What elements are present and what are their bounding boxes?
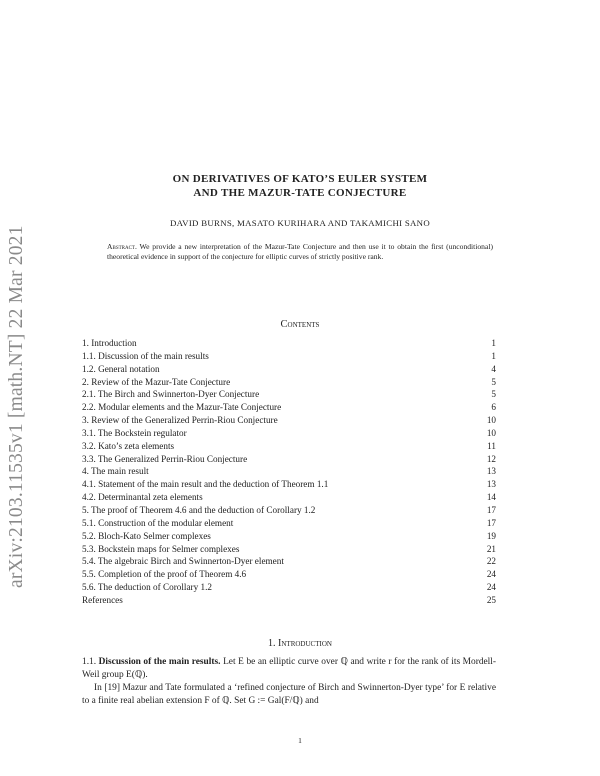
toc-entry[interactable] bbox=[82, 568, 496, 581]
section-heading: 1. Introduction bbox=[268, 638, 332, 649]
toc-entry-page: 13 bbox=[486, 466, 496, 477]
paragraph: In [19] Mazur and Tate formulated a ‘refined conjecture of Birch and Swinnerton-Dyer type’ for E relative to a finite real abelian extension F of ℚ. Set G := Gal(F/ℚ) and bbox=[82, 683, 496, 706]
toc-entry-page: 19 bbox=[486, 530, 496, 541]
arxiv-stamp bbox=[6, 168, 46, 588]
toc-entry[interactable] bbox=[82, 517, 496, 530]
toc-entry-page: 6 bbox=[491, 402, 496, 413]
toc-entry[interactable] bbox=[82, 555, 496, 568]
toc-entry[interactable] bbox=[82, 337, 496, 350]
toc-entry[interactable] bbox=[82, 478, 496, 491]
toc-entry-page: 17 bbox=[486, 504, 496, 515]
abstract bbox=[107, 242, 493, 263]
toc-entry-label: 5. The proof of Theorem 4.6 and the deduction of Corollary 1.2 bbox=[82, 504, 316, 515]
toc-entry[interactable] bbox=[82, 465, 496, 478]
toc-entry[interactable] bbox=[82, 543, 496, 556]
toc-entry-label: 3.3. The Generalized Perrin-Riou Conjecture bbox=[82, 453, 248, 464]
toc-entry-page: 13 bbox=[486, 479, 496, 490]
toc-entry-label: 3.2. Kato’s zeta elements bbox=[82, 440, 175, 451]
toc-entry-page: 22 bbox=[486, 556, 496, 567]
toc-entry-page: 5 bbox=[491, 389, 496, 400]
title-line-1: ON DERIVATIVES OF KATO’S EULER SYSTEM bbox=[172, 173, 428, 185]
toc-entry[interactable] bbox=[82, 401, 496, 414]
subsection-number: 1.1. bbox=[82, 657, 99, 667]
toc-entry-page: 11 bbox=[487, 440, 496, 451]
toc-entry[interactable] bbox=[82, 376, 496, 389]
toc-entry-page: 10 bbox=[486, 427, 496, 438]
toc-entry-label: 4.2. Determinantal zeta elements bbox=[82, 492, 203, 503]
toc-entry-page: 24 bbox=[486, 582, 496, 593]
toc-entry-label: 2.1. The Birch and Swinnerton-Dyer Conjecture bbox=[82, 389, 260, 400]
toc-entry[interactable] bbox=[82, 363, 496, 376]
arxiv-identifier: arXiv:2103.11535v1 [math.NT] 22 Mar 2021 bbox=[6, 225, 27, 588]
toc-entry-label: 4.1. Statement of the main result and the deduction of Theorem 1.1 bbox=[82, 479, 329, 490]
toc-entry[interactable] bbox=[82, 414, 496, 427]
toc-entry-page: 25 bbox=[486, 594, 496, 605]
toc-entry-label: 5.6. The deduction of Corollary 1.2 bbox=[82, 582, 212, 593]
toc-entry[interactable] bbox=[82, 350, 496, 363]
toc-entry-label: 1. Introduction bbox=[82, 338, 137, 348]
toc-entry-label: 1.1. Discussion of the main results bbox=[82, 350, 209, 361]
toc-entry-label: 5.5. Completion of the proof of Theorem 4.6 bbox=[82, 569, 247, 580]
toc-entry-label: 2.2. Modular elements and the Mazur-Tate Conjecture bbox=[82, 402, 282, 413]
toc-entry-label: 3. Review of the Generalized Perrin-Riou Conjecture bbox=[82, 415, 278, 426]
toc-entry-label: 5.2. Bloch-Kato Selmer complexes bbox=[82, 530, 211, 541]
table-of-contents bbox=[82, 337, 496, 607]
toc-entry[interactable] bbox=[82, 440, 496, 453]
toc-entry-page: 10 bbox=[486, 415, 496, 426]
contents-heading: Contents bbox=[280, 319, 320, 330]
toc-entry-page: 17 bbox=[486, 517, 496, 528]
toc-entry-page: 1 bbox=[491, 350, 496, 361]
toc-entry[interactable] bbox=[82, 491, 496, 504]
toc-entry-label: 2. Review of the Mazur-Tate Conjecture bbox=[82, 376, 231, 387]
toc-entry[interactable] bbox=[82, 388, 496, 401]
toc-entry-page: 12 bbox=[486, 453, 496, 464]
toc-entry-page: 5 bbox=[491, 376, 496, 387]
toc-entry[interactable] bbox=[82, 504, 496, 517]
toc-entry-label: 3.1. The Bockstein regulator bbox=[82, 427, 187, 438]
toc-entry[interactable] bbox=[82, 594, 496, 607]
toc-entry[interactable] bbox=[82, 427, 496, 440]
toc-entry-page: 21 bbox=[486, 543, 496, 554]
toc-entry-page: 1 bbox=[491, 338, 496, 348]
toc-entry-label: 1.2. General notation bbox=[82, 363, 160, 374]
toc-entry-label: References bbox=[82, 594, 123, 605]
toc-entry-page: 14 bbox=[486, 492, 496, 503]
authors: DAVID BURNS, MASATO KURIHARA AND TAKAMICHI SANO bbox=[170, 218, 430, 228]
toc-entry[interactable] bbox=[82, 453, 496, 466]
paragraph bbox=[82, 656, 496, 682]
toc-entry[interactable] bbox=[82, 581, 496, 594]
abstract-text: We provide a new interpretation of the Mazur-Tate Conjecture and then use it to obtain the first (unconditional) theoretical evidence in support of the conjecture for elliptic curves of strictly positive rank. bbox=[107, 242, 493, 262]
abstract-label: Abstract. bbox=[107, 242, 137, 251]
paper-title bbox=[0, 172, 600, 200]
title-line-2: AND THE MAZUR-TATE CONJECTURE bbox=[193, 187, 407, 199]
toc-entry[interactable] bbox=[82, 530, 496, 543]
toc-entry-label: 4. The main result bbox=[82, 466, 149, 477]
paragraph-text: Let E be an elliptic curve over ℚ and write r for the rank of its Mordell-Weil group E(ℚ). bbox=[82, 657, 497, 680]
toc-entry-label: 5.1. Construction of the modular element bbox=[82, 517, 234, 528]
toc-entry-label: 5.4. The algebraic Birch and Swinnerton-Dyer element bbox=[82, 556, 284, 567]
body-text bbox=[82, 656, 496, 708]
subsection-title: Discussion of the main results. bbox=[98, 657, 221, 667]
toc-entry-label: 5.3. Bockstein maps for Selmer complexes bbox=[82, 543, 240, 554]
toc-entry-page: 24 bbox=[486, 569, 496, 580]
toc-entry-page: 4 bbox=[491, 363, 496, 374]
page-number: 1 bbox=[298, 736, 302, 745]
